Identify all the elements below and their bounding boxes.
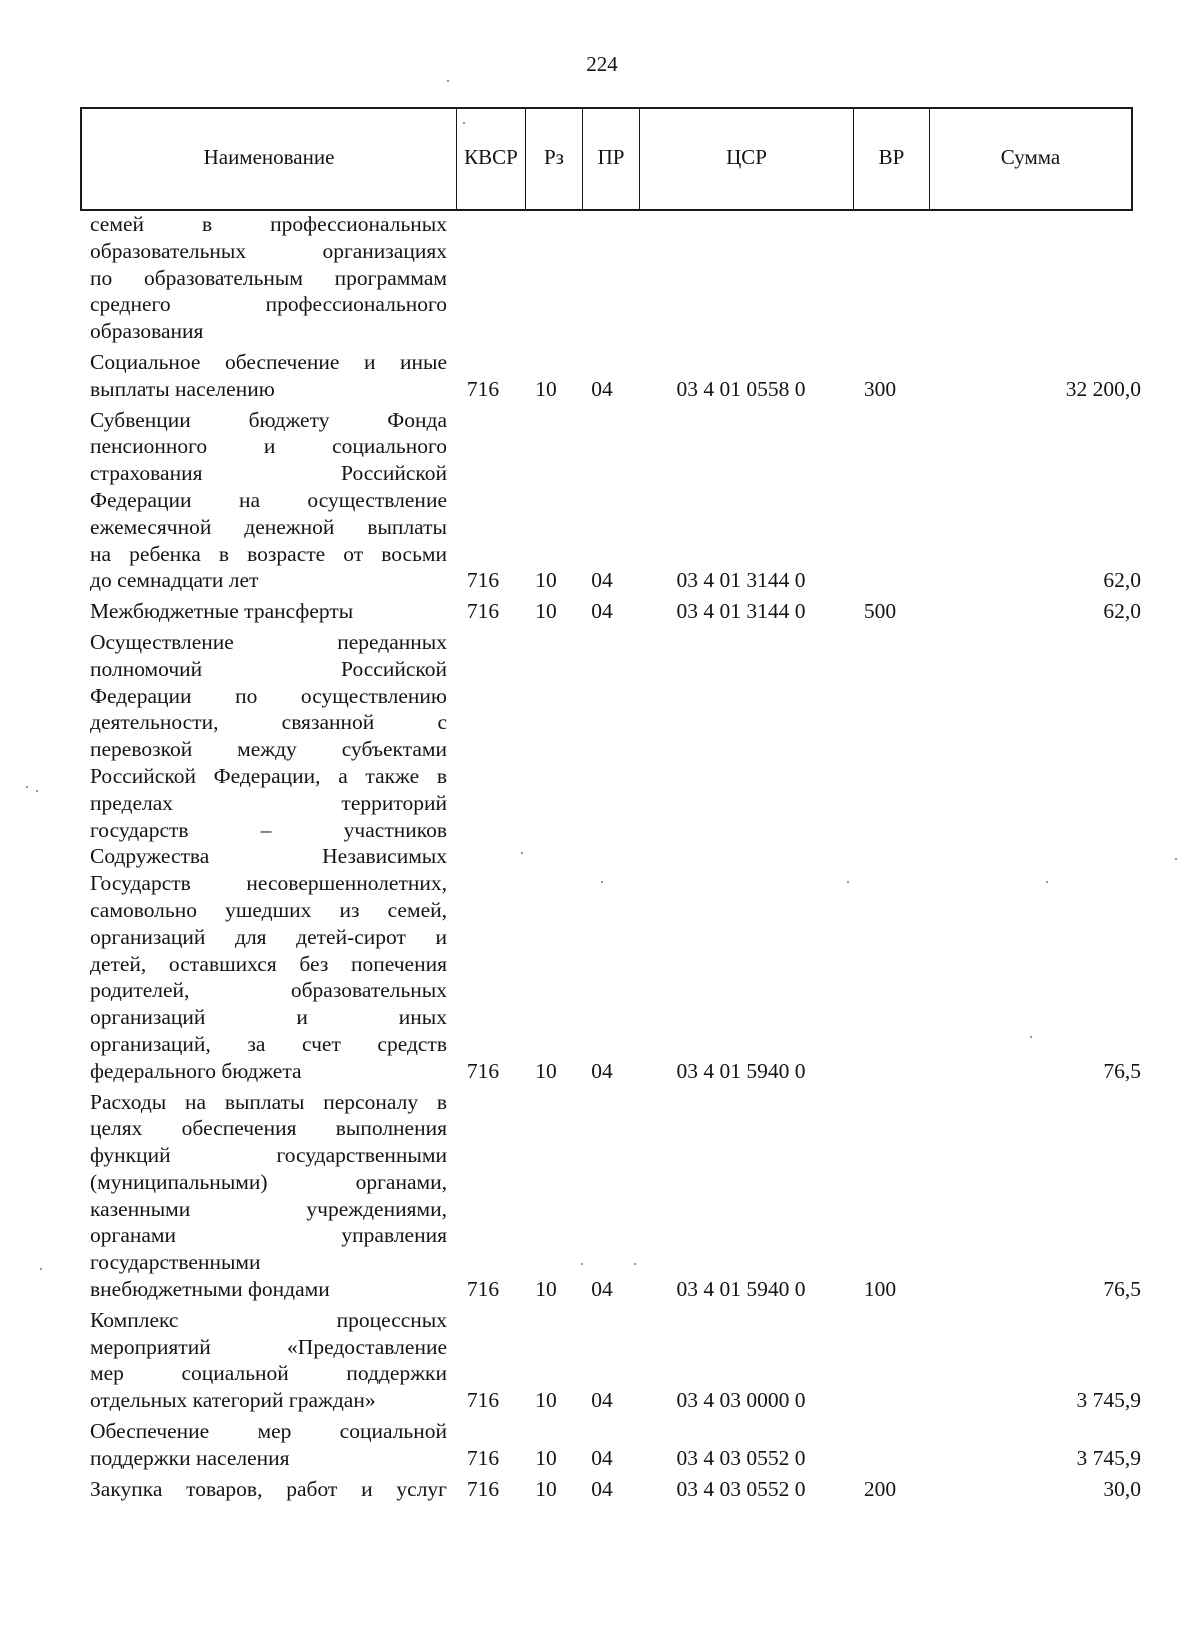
table-row [90,1307,1141,1414]
row-pr: 04 [591,1388,613,1413]
page-number: 224 [586,52,618,76]
row-name-line: мероприятий «Предоставление [90,1334,447,1359]
header-name-label: Наименование [203,144,335,169]
row-rz: 10 [535,568,557,593]
row-name-line: образования [90,319,204,344]
row-name-line: перевозкой между субъектами [90,737,447,762]
row-kvsr: 716 [466,1058,500,1083]
row-kvsr: 716 [466,1388,500,1413]
row-sum: 62,0 [1103,599,1141,624]
row-rz: 10 [535,1388,557,1413]
table-row [90,629,1141,1085]
row-name-line: Обеспечение мер социальной [90,1419,447,1444]
row-name [90,1307,447,1414]
row-name-line: выплаты населению [90,376,275,401]
row-vr: 100 [863,1277,897,1302]
row-kvsr: 716 [466,1445,500,1470]
row-vr: 500 [863,599,897,624]
header-pr-label: ПР [597,144,625,169]
row-csr: 03 4 03 0552 0 [676,1476,806,1501]
row-name-line: Содружества Независимых [90,844,447,869]
row-name-line: деятельности, связанной с [90,710,447,735]
row-name-line: Федерации на осуществление [90,487,447,512]
row-name-line: на ребенка в возрасте от восьми [90,541,447,566]
table-row [90,598,1141,625]
row-name-line: Государств несовершеннолетних, [90,871,447,896]
header-rz [526,109,583,209]
row-csr: 03 4 01 5940 0 [676,1058,806,1083]
header-kvsr [457,109,526,209]
row-name [90,629,447,1085]
row-name-line: Осуществление переданных [90,629,447,654]
row-name-line: Закупка товаров, работ и услуг [90,1476,447,1501]
header-sum [930,109,1131,209]
row-name-line: среднего профессионального [90,292,447,317]
scan-speck [36,790,38,792]
row-name-line: внебюджетными фондами [90,1277,330,1302]
row-name-line: организаций и иных [90,1005,447,1030]
row-name-line: мер социальной поддержки [90,1361,447,1386]
row-rz: 10 [535,599,557,624]
row-sum: 32 200,0 [1065,376,1141,401]
row-rz: 10 [535,376,557,401]
header-kvsr-label: КВСР [464,144,518,169]
row-name-line: государственными [90,1250,261,1275]
row-vr: 200 [863,1476,897,1501]
row-name-line: казенными учреждениями, [90,1196,447,1221]
row-vr: 300 [863,376,897,401]
row-rz: 10 [535,1277,557,1302]
row-name [90,598,447,625]
header-csr [640,109,854,209]
row-name-line: полномочий Российской [90,656,447,681]
row-name-line: Российской Федерации, а также в [90,763,447,788]
table-row [90,1418,1141,1472]
header-vr [854,109,930,209]
row-name [90,1476,447,1503]
table-body [90,211,1141,1502]
row-name-line: пределах территорий [90,790,447,815]
row-pr: 04 [591,1476,613,1501]
row-name-line: по образовательным программам [90,265,447,290]
row-name [90,1418,447,1472]
row-name [90,211,447,345]
table-row [90,1476,1141,1503]
row-csr: 03 4 01 3144 0 [676,568,806,593]
row-name-line: образовательных организациях [90,238,447,263]
row-name-line: организаций, за счет средств [90,1031,447,1056]
row-name [90,1089,447,1303]
row-pr: 04 [591,568,613,593]
row-name-line: Комплекс процессных [90,1307,447,1332]
row-pr: 04 [591,376,613,401]
row-sum: 3 745,9 [1076,1445,1141,1470]
row-pr: 04 [591,1058,613,1083]
row-kvsr: 716 [466,599,500,624]
header-pr [583,109,640,209]
row-name-line: (муниципальными) органами, [90,1169,447,1194]
row-sum: 62,0 [1103,568,1141,593]
row-sum: 76,5 [1103,1058,1141,1083]
row-name-line: семей в профессиональных [90,212,447,236]
row-pr: 04 [591,599,613,624]
row-sum: 76,5 [1103,1277,1141,1302]
table-row [90,407,1141,595]
header-csr-label: ЦСР [726,144,767,169]
scan-speck [26,786,28,788]
row-name-line: Расходы на выплаты персоналу в [90,1089,447,1114]
row-name-line: родителей, образовательных [90,978,447,1003]
row-name-line: пенсионного и социального [90,434,447,459]
row-name-line: органами управления [90,1223,447,1248]
row-pr: 04 [591,1277,613,1302]
row-kvsr: 716 [466,376,500,401]
scan-speck [1175,858,1177,860]
header-vr-label: ВР [878,144,905,169]
row-kvsr: 716 [466,1277,500,1302]
header-name [82,109,457,209]
scan-speck [40,1268,42,1270]
row-csr: 03 4 03 0000 0 [676,1388,806,1413]
row-sum: 30,0 [1103,1476,1141,1501]
row-name-line: Социальное обеспечение и иные [90,349,447,374]
row-name-line: функций государственными [90,1143,447,1168]
table-row [90,349,1141,403]
row-name-line: страхования Российской [90,461,447,486]
row-csr: 03 4 01 0558 0 [676,376,806,401]
row-name-line: государств – участников [90,817,447,842]
row-name-line: целях обеспечения выполнения [90,1116,447,1141]
row-name-line: федерального бюджета [90,1058,302,1083]
row-name [90,407,447,595]
row-rz: 10 [535,1445,557,1470]
header-rz-label: Рз [544,144,564,169]
row-kvsr: 716 [466,1476,500,1501]
row-name-line: поддержки населения [90,1445,290,1470]
table-row [90,1089,1141,1303]
row-csr: 03 4 01 3144 0 [676,599,806,624]
row-sum: 3 745,9 [1076,1388,1141,1413]
row-name [90,349,447,403]
row-name-line: Субвенции бюджету Фонда [90,407,447,432]
header-sum-label: Сумма [1000,144,1061,169]
row-name-line: отдельных категорий граждан» [90,1388,376,1413]
row-name-line: Федерации по осуществлению [90,683,447,708]
table-header [80,107,1133,211]
row-kvsr: 716 [466,568,500,593]
row-pr: 04 [591,1445,613,1470]
scan-speck [447,80,449,82]
row-name-line: ежемесячной денежной выплаты [90,514,447,539]
row-rz: 10 [535,1476,557,1501]
row-name-line: детей, оставшихся без попечения [90,951,447,976]
table-row [90,211,1141,345]
row-csr: 03 4 03 0552 0 [676,1445,806,1470]
row-name-line: Межбюджетные трансферты [90,599,354,624]
row-rz: 10 [535,1058,557,1083]
row-name-line: организаций для детей-сирот и [90,924,447,949]
row-name-line: до семнадцати лет [90,568,259,593]
row-csr: 03 4 01 5940 0 [676,1277,806,1302]
row-name-line: самовольно ушедших из семей, [90,897,447,922]
